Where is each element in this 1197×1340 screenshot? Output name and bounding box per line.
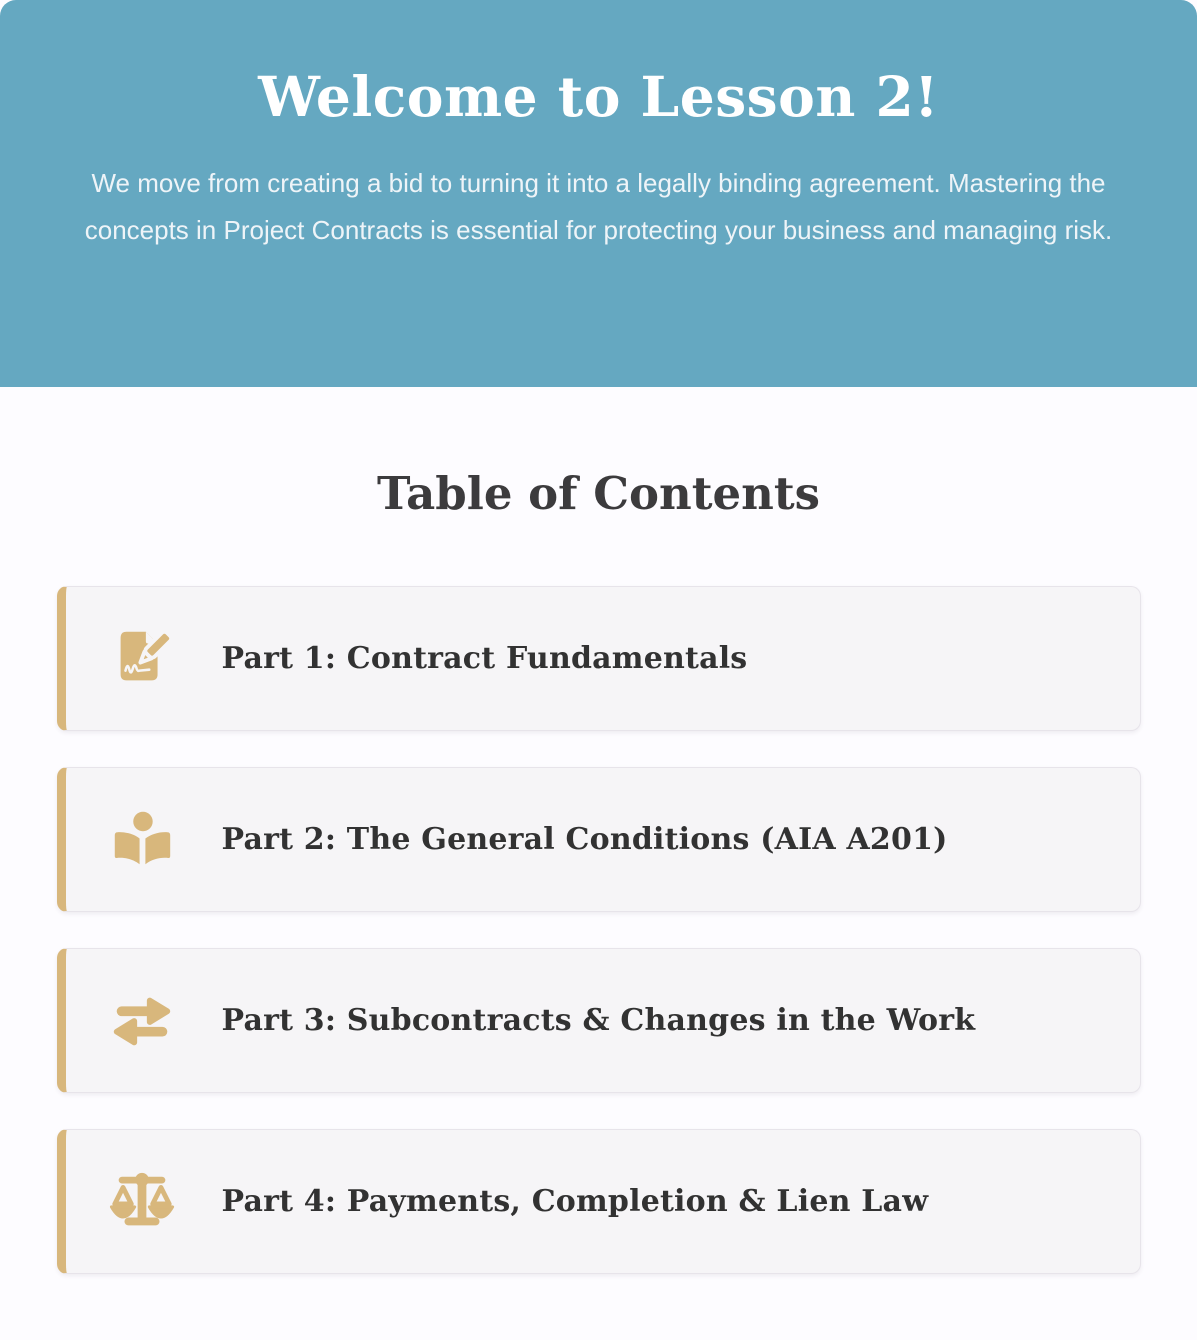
- toc-item-label: Part 4: Payments, Completion & Lien Law: [221, 1184, 929, 1219]
- toc-section: [0, 467, 1197, 1330]
- book-reader-icon: [106, 804, 178, 876]
- toc-heading: Table of Contents: [376, 467, 821, 520]
- balance-scale-icon: [106, 1166, 178, 1238]
- toc-item-label: Part 3: Subcontracts & Changes in the Work: [221, 1003, 976, 1038]
- lesson-hero-banner: [0, 0, 1197, 387]
- toc-item-part-1[interactable]: [57, 586, 1141, 731]
- toc-item-label: Part 1: Contract Fundamentals: [221, 641, 748, 676]
- exchange-arrows-icon: [106, 985, 178, 1057]
- file-signature-icon: [106, 623, 178, 695]
- lesson-title: Welcome to Lesson 2!: [258, 64, 939, 129]
- toc-item-part-3[interactable]: [57, 948, 1141, 1093]
- toc-item-part-4[interactable]: [57, 1129, 1141, 1274]
- toc-item-label: Part 2: The General Conditions (AIA A201): [221, 822, 948, 857]
- toc-list: [57, 586, 1141, 1330]
- toc-item-part-2[interactable]: [57, 767, 1141, 912]
- lesson-intro-text: We move from creating a bid to turning it into a legally binding agreement. Mastering the concepts in Project Contracts is essential for protecting your business and managing risk.: [84, 168, 1113, 246]
